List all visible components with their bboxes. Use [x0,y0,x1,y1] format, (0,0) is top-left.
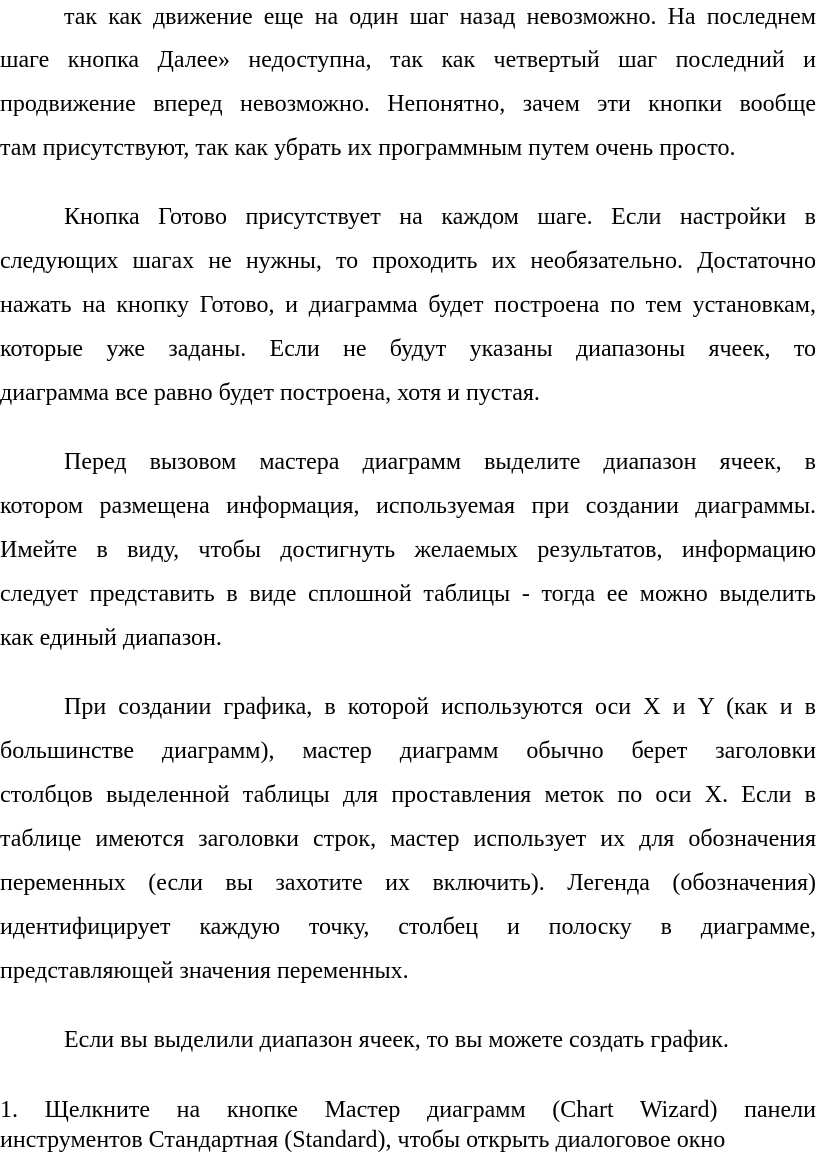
paragraph-4-line-1: При создании графика, в которой используются оси X и Y (как и в [64,694,816,720]
paragraph-2-line-1: Кнопка Готово присутствует на каждом шаге. Если настройки в [64,204,816,230]
paragraph-1-line-1: так как движение еще на один шаг назад невозможно. На последнем [64,4,816,30]
paragraph-5-line-1: Если вы выделили диапазон ячеек, то вы можете создать график. [64,1027,729,1053]
paragraph-4-line-3: столбцов выделенной таблицы для проставления меток по оси X. Если в [0,782,816,808]
paragraph-1-line-2: шаге кнопка Далее» недоступна, так как четвертый шаг последний и [0,47,816,73]
paragraph-2-line-5: диаграмма все равно будет построена, хотя и пустая. [0,380,540,406]
step-1-line-2: инструментов Стандартная (Standard), чтобы открыть диалоговое окно [0,1127,726,1153]
paragraph-1-line-3: продвижение вперед невозможно. Непонятно, зачем эти кнопки вообще [0,91,816,117]
paragraph-4-line-2: большинстве диаграмм), мастер диаграмм обычно берет заголовки [0,738,816,764]
paragraph-3-line-3: Имейте в виду, чтобы достигнуть желаемых результатов, информацию [0,537,816,563]
paragraph-1-line-4: там присутствуют, так как убрать их программным путем очень просто. [0,135,736,161]
step-1-line-1: 1. Щелкните на кнопке Мастер диаграмм (Chart Wizard) панели [0,1097,816,1123]
paragraph-4-line-4: таблице имеются заголовки строк, мастер использует их для обозначения [0,826,816,852]
paragraph-4-line-5: переменных (если вы захотите их включить). Легенда (обозначения) [0,870,816,896]
paragraph-2-line-2: следующих шагах не нужны, то проходить их необязательно. Достаточно [0,248,816,274]
paragraph-4-line-7: представляющей значения переменных. [0,958,409,984]
paragraph-4-line-6: идентифицирует каждую точку, столбец и полоску в диаграмме, [0,914,816,940]
paragraph-2-line-4: которые уже заданы. Если не будут указаны диапазоны ячеек, то [0,336,816,362]
paragraph-3-line-1: Перед вызовом мастера диаграмм выделите диапазон ячеек, в [64,449,816,475]
paragraph-2-line-3: нажать на кнопку Готово, и диаграмма будет построена по тем установкам, [0,292,816,318]
paragraph-3-line-5: как единый диапазон. [0,625,222,651]
paragraph-3-line-2: котором размещена информация, используемая при создании диаграммы. [0,493,816,519]
paragraph-3-line-4: следует представить в виде сплошной таблицы - тогда ее можно выделить [0,581,816,607]
